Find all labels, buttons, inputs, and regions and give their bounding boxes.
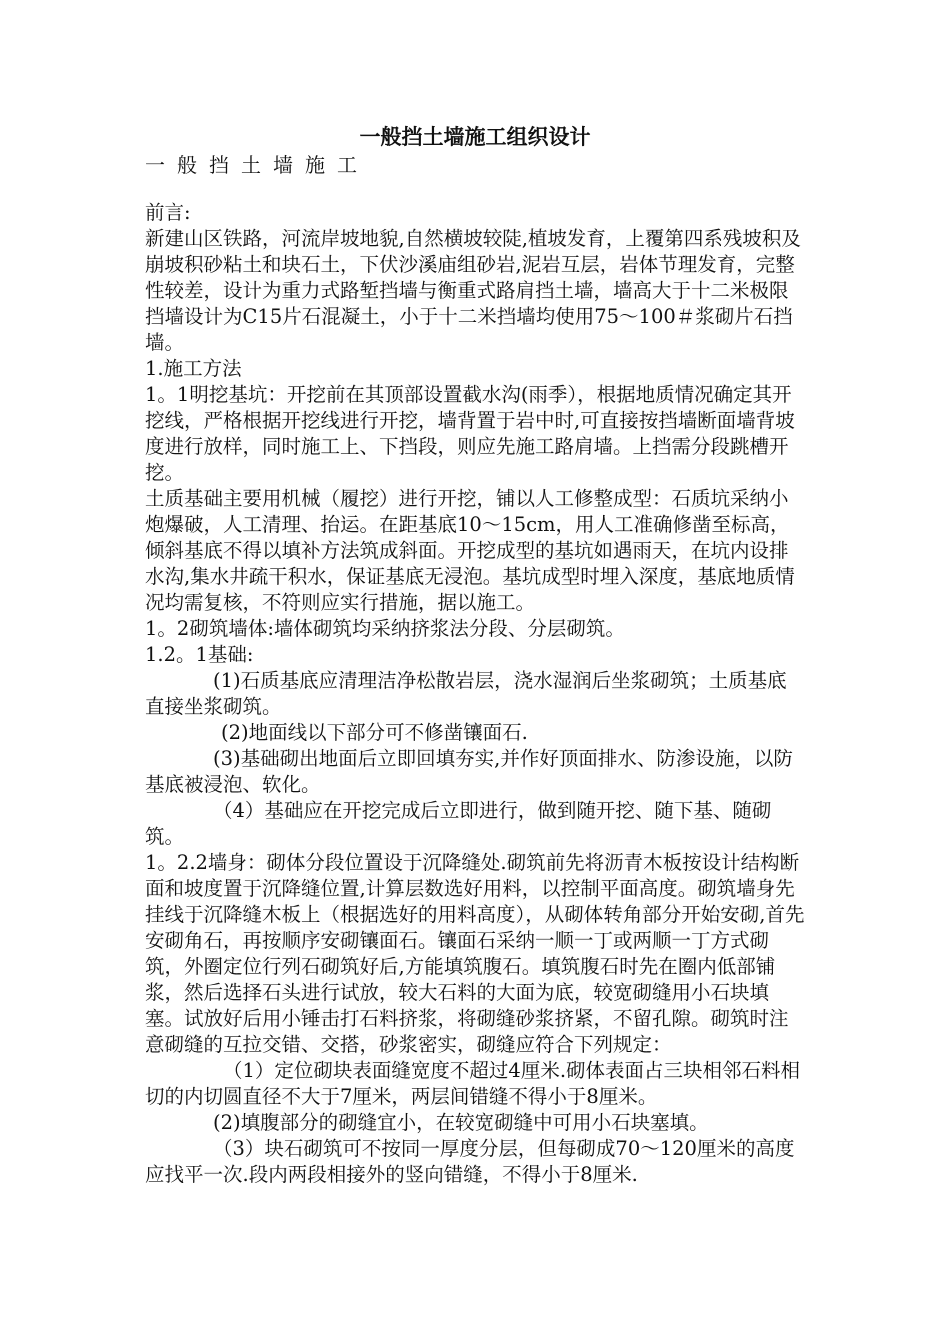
paragraph-wall-body: 1。2.2墙身：砌体分段位置设于沉降缝处.砌筑前先将沥青木板按设计结构断面和坡度置于沉降缝位置,计算层数选好用料，以控制平面高度。砌筑墙身先挂线于沉降缝木板上（根据选好的用料高度），从砌体转角部分开始安砌,首先安砌角石，再按顺序安砌镶面石。镶面石采纳一顺一丁或两顺一丁方式砌筑，外圈定位行列石砌筑好后,方能填筑腹石。填筑腹石时先在圈内低部铺浆，然后选择石头进行试放，较大石料的大面为底，较宽砌缝用小石块填塞。试放好后用小锤击打石料挤浆，将砌缝砂浆挤紧，不留孔隙。砌筑时注意砌缝的互拉交错、交搭，砂浆密实，砌缝应符合下列规定：	[145, 851, 805, 1056]
heading-foundation: 1.2。1基础:	[145, 643, 254, 666]
document-title: 一般挡土墙施工组织设计	[359, 125, 591, 149]
paragraph-soil-foundation: 土质基础主要用机械（履挖）进行开挖，铺以人工修整成型：石质坑采纳小炮爆破，人工清理、抬运。在距基底10～15cm，用人工准确修凿至标高，倾斜基底不得以填补方法筑成斜面。开挖成型的基坑如遇雨天，在坑内设排水沟,集水井疏干积水，保证基底无浸泡。基坑成型时埋入深度，基底地质情况均需复核，不符则应实行措施，据以施工。	[145, 487, 795, 614]
list-item-foundation-2: (2)地面线以下部分可不修凿镶面石.	[221, 721, 528, 744]
paragraph-excavation: 1。1明挖基坑：开挖前在其顶部设置截水沟(雨季），根据地质情况确定其开挖线，严格根据开挖线进行开挖，墙背置于岩中时,可直接按挡墙断面墙背坡度进行放样，同时施工上、下挡段，则应先施工路肩墙。上挡需分段跳槽开挖。	[145, 383, 795, 484]
list-item-joint-1: （1）定位砌块表面缝宽度不超过4厘米.砌体表面占三块相邻石料相切的内切圆直径不大于7厘米，两层间错缝不得小于8厘米。	[145, 1059, 801, 1108]
list-item-foundation-1: (1)石质基底应清理洁净松散岩层，浇水湿润后坐浆砌筑；土质基底直接坐浆砌筑。	[145, 669, 787, 718]
document-subtitle: 一般挡土墙施工	[145, 153, 369, 177]
list-item-joint-2: (2)填腹部分的砌缝宜小，在较宽砌缝中可用小石块塞填。	[213, 1111, 709, 1134]
paragraph-preface: 新建山区铁路，河流岸坡地貌,自然横坡较陡,植坡发育，上覆第四系残坡积及崩坡积砂粘土和块石土，下伏沙溪庙组砂岩,泥岩互层，岩体节理发育，完整性较差，设计为重力式路堑挡墙与衡重式路肩挡土墙，墙高大于十二米极限挡墙设计为C15片石混凝土，小于十二米挡墙均使用75～100＃浆砌片石挡墙。	[145, 227, 801, 354]
paragraph-masonry-wall: 1。2砌筑墙体:墙体砌筑均采纳挤浆法分段、分层砌筑。	[145, 617, 625, 640]
list-item-joint-3: （3）块石砌筑可不按同一厚度分层，但每砌成70～120厘米的高度应找平一次.段内两段相接外的竖向错缝，不得小于8厘米.	[145, 1137, 795, 1186]
list-item-foundation-3: (3)基础砌出地面后立即回填夯实,并作好顶面排水、防渗设施，以防基底被浸泡、软化。	[145, 747, 793, 796]
document-body	[145, 200, 805, 1188]
paragraph-preface-label: 前言:	[145, 201, 191, 224]
list-item-foundation-4: （4）基础应在开挖完成后立即进行，做到随开挖、随下基、随砌筑。	[145, 799, 772, 848]
heading-construction-method: 1.施工方法	[145, 357, 242, 380]
